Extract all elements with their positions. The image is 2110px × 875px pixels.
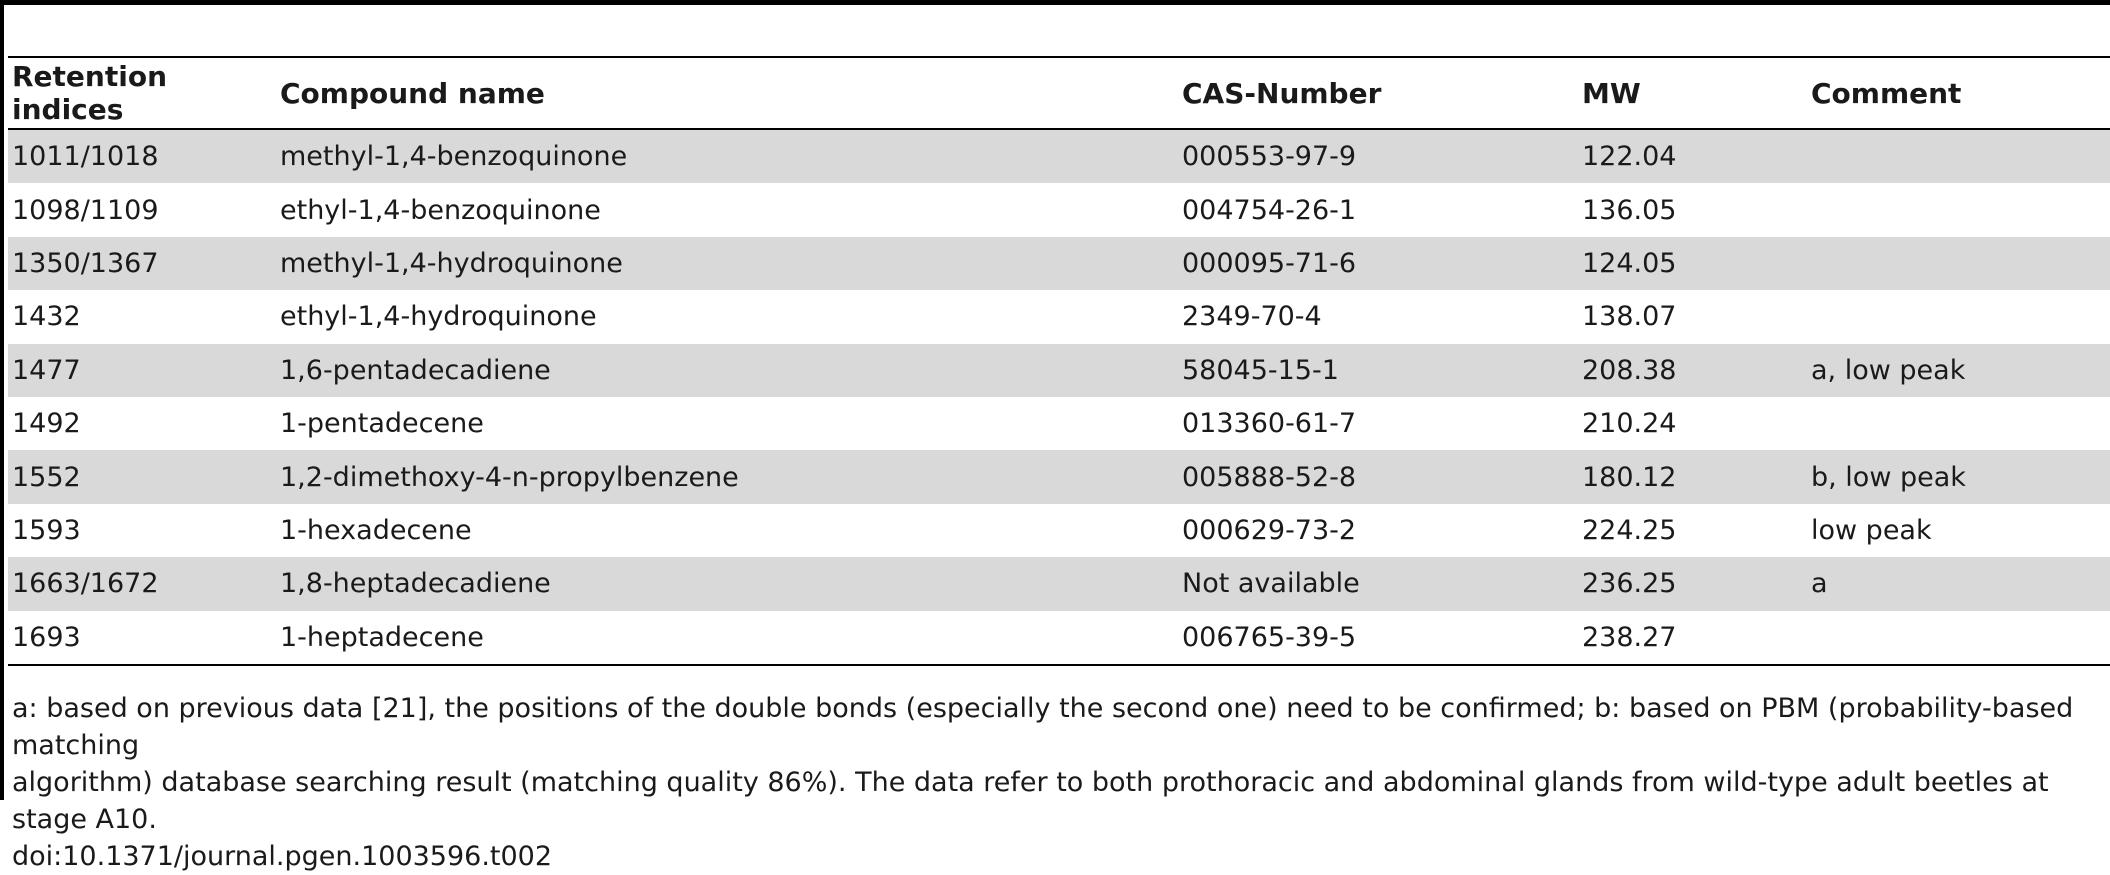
top-border-rule <box>0 0 2110 5</box>
cell-compound: 1-pentadecene <box>280 408 484 440</box>
table-row <box>8 504 2110 557</box>
left-border-rule <box>0 0 4 800</box>
table-row <box>8 344 2110 397</box>
cell-retention: 1552 <box>12 461 81 493</box>
header-compound-name: Compound name <box>280 76 545 110</box>
header-mw: MW <box>1582 76 1641 110</box>
cell-compound: 1,8-heptadecadiene <box>280 568 551 600</box>
cell-retention: 1693 <box>12 621 81 653</box>
cell-comment: a <box>1811 568 1828 600</box>
cell-mw: 124.05 <box>1582 247 1677 279</box>
cell-comment: b, low peak <box>1811 461 1966 493</box>
cell-mw: 238.27 <box>1582 621 1677 653</box>
cell-mw: 210.24 <box>1582 408 1677 440</box>
table-row <box>8 557 2110 610</box>
table-footnote <box>12 690 2107 875</box>
header-comment: Comment <box>1811 76 1962 110</box>
footnote-line-1: a: based on previous data [21], the positions of the double bonds (especially the second one) need to be confirmed; b: based on PBM (probability-based matching <box>12 693 2074 761</box>
cell-retention: 1492 <box>12 408 81 440</box>
footnote-line-2: algorithm) database searching result (matching quality 86%). The data refer to both prothoracic and abdominal glands from wild-type adult beetles at stage A10. <box>12 767 2049 835</box>
table-row <box>8 237 2110 290</box>
cell-retention: 1663/1672 <box>12 568 159 600</box>
cell-compound: methyl-1,4-benzoquinone <box>280 141 628 173</box>
cell-retention: 1432 <box>12 301 81 333</box>
cell-cas: 000553-97-9 <box>1182 141 1357 173</box>
cell-retention: 1350/1367 <box>12 247 159 279</box>
cell-comment: a, low peak <box>1811 354 1966 386</box>
cell-cas: 000095-71-6 <box>1182 247 1357 279</box>
table-row <box>8 130 2110 183</box>
cell-compound: 1-hexadecene <box>280 514 472 546</box>
cell-mw: 208.38 <box>1582 354 1677 386</box>
cell-retention: 1011/1018 <box>12 141 159 173</box>
cell-mw: 122.04 <box>1582 141 1677 173</box>
table-row <box>8 611 2110 664</box>
cell-mw: 138.07 <box>1582 301 1677 333</box>
cell-retention: 1477 <box>12 354 81 386</box>
cell-cas: 006765-39-5 <box>1182 621 1357 653</box>
cell-cas: 000629-73-2 <box>1182 514 1357 546</box>
cell-retention: 1098/1109 <box>12 194 159 226</box>
cell-compound: 1-heptadecene <box>280 621 484 653</box>
cell-comment: low peak <box>1811 514 1932 546</box>
doi-link[interactable]: doi:10.1371/journal.pgen.1003596.t002 <box>12 841 553 872</box>
table-header-row <box>8 58 2110 130</box>
table-row <box>8 183 2110 236</box>
cell-compound: ethyl-1,4-hydroquinone <box>280 301 597 333</box>
cell-cas: 2349-70-4 <box>1182 301 1322 333</box>
cell-mw: 236.25 <box>1582 568 1677 600</box>
header-retention-indices: Retention indices <box>12 60 168 126</box>
cell-cas: 005888-52-8 <box>1182 461 1357 493</box>
cell-compound: ethyl-1,4-benzoquinone <box>280 194 601 226</box>
cell-cas: 58045-15-1 <box>1182 354 1339 386</box>
cell-mw: 224.25 <box>1582 514 1677 546</box>
cell-compound: 1,2-dimethoxy-4-n-propylbenzene <box>280 461 739 493</box>
cell-cas: Not available <box>1182 568 1360 600</box>
compound-table <box>8 56 2110 666</box>
table-row <box>8 397 2110 450</box>
cell-mw: 136.05 <box>1582 194 1677 226</box>
cell-compound: methyl-1,4-hydroquinone <box>280 247 623 279</box>
cell-retention: 1593 <box>12 514 81 546</box>
cell-cas: 013360-61-7 <box>1182 408 1357 440</box>
cell-compound: 1,6-pentadecadiene <box>280 354 551 386</box>
cell-cas: 004754-26-1 <box>1182 194 1357 226</box>
table-bottom-rule <box>8 664 2110 666</box>
table-row <box>8 450 2110 503</box>
cell-mw: 180.12 <box>1582 461 1677 493</box>
table-row <box>8 290 2110 343</box>
header-cas-number: CAS-Number <box>1182 76 1382 110</box>
